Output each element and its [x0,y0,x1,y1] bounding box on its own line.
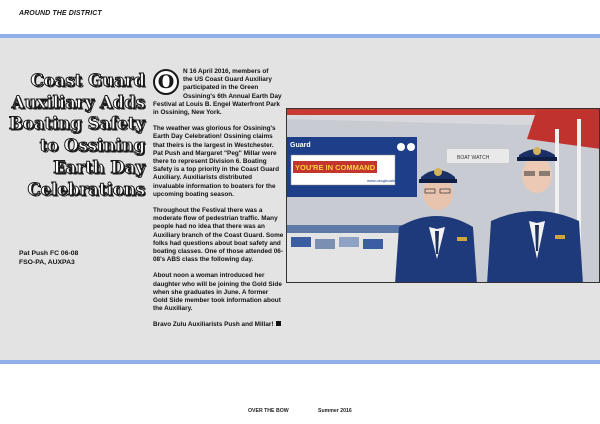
sign-url-text: www.uscgboating.org [367,178,406,183]
lead-text: the US Coast Guard Auxiliary participated in the Green Ossining's 6th Annual Earth Day Festival at Louis B. Engel Waterfront Park in Ossining, New York. [153,76,282,117]
section-header: AROUND THE DISTRICT [19,10,102,17]
byline [19,249,78,267]
closing-paragraph [153,321,284,329]
footer-publication: OVER THE BOW [248,408,289,414]
end-mark-icon [276,321,281,326]
footer-issue: Summer 2016 [318,408,352,414]
byline-name: Pat Push FC 06-08 [19,250,79,257]
drop-cap: O [153,69,179,95]
article-title: Coast Guard Auxiliary Adds Boating Safety to Ossining Earth Day Celebrations [8,71,145,199]
banner-left-text: Guard [290,142,311,149]
body-paragraph-2: Throughout the Festival there was a moderate flow of pedestrian traffic. Many people had no idea that there was an Auxiliary branch of the Coast Guard. Some folks had questions about boat safety and boating classes. One of those attended 06-08's ABS class the following day. [153,207,284,264]
body-paragraph-1: The weather was glorious for Ossining's Earth Day Celebration! Ossining claims that theirs is the largest in Westchester. Pat Push and Margaret "Peg" Millar were there to represent Division 6. Boating Safety is a top priority in the Coast Guard Auxiliary. Auxiliarists distributed invaluable information to boaters for the upcoming boating season. [153,125,280,198]
article-body [153,68,284,338]
body-paragraph-3: About noon a woman introduced her daughter who will be joining the Gold Side when she graduates in June. A former Gold Side member took information about the Auxiliary. [153,272,282,313]
event-photo-illustration [287,109,600,283]
bottom-divider-band [0,360,600,364]
lead-first-line: N 16 April 2016, members of [183,68,269,75]
event-photo [286,108,600,283]
banner-right-text: BOAT WATCH [457,155,490,161]
byline-role: FSO-PA, AUXPA3 [19,259,75,266]
closing-text: Bravo Zulu Auxiliarists Push and Millar! [153,321,274,329]
sign-main-text: YOU'RE IN COMMAND [295,163,376,172]
lead-paragraph [153,68,284,117]
